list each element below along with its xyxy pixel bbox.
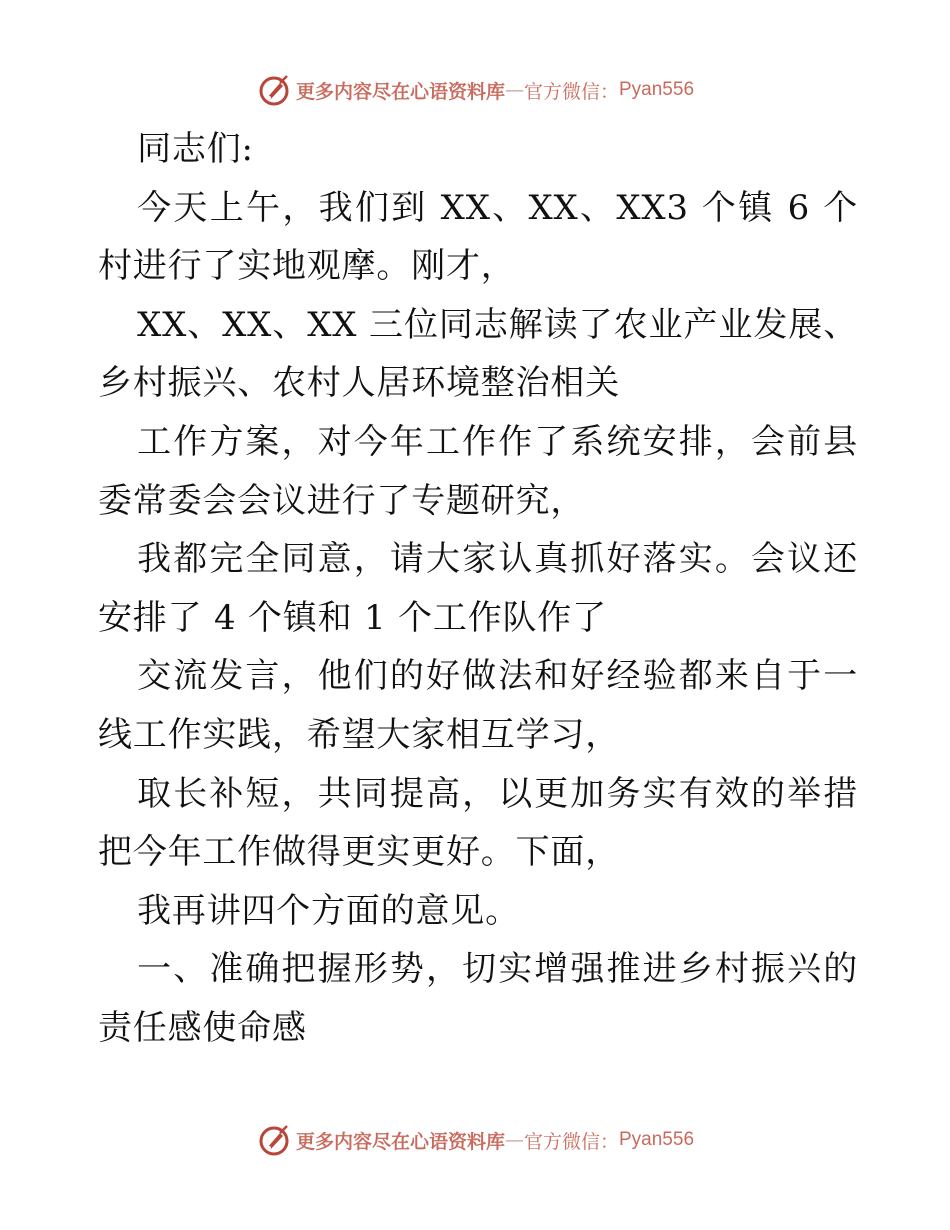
watermark-brand: 更多内容尽在心语资料库	[295, 1130, 505, 1153]
paragraph: 取长补短，共同提高，以更加务实有效的举措把今年工作做得更实更好。下面，	[98, 773, 858, 873]
watermark-wechat-id: Pyan556	[619, 1129, 695, 1150]
header-watermark	[0, 70, 950, 110]
quill-logo-icon	[256, 72, 292, 108]
document-body	[98, 120, 858, 1058]
watermark-label: 官方微信：	[523, 80, 619, 103]
paragraph: 我都完全同意，请大家认真抓好落实。会议还安排了 4 个镇和 1 个工作队作了	[98, 539, 858, 638]
watermark-separator: —	[504, 79, 524, 101]
paragraph: 工作方案，对今年工作作了系统安排，会前县委常委会会议进行了专题研究，	[98, 421, 858, 521]
watermark-brand: 更多内容尽在心语资料库	[295, 80, 505, 103]
section-heading: 一、准确把握形势，切实增强推进乡村振兴的责任感使命感	[98, 949, 858, 1048]
salutation: 同志们:	[137, 129, 254, 169]
watermark-wechat-id: Pyan556	[619, 79, 695, 100]
paragraph: XX、XX、XX 三位同志解读了农业产业发展、乡村振兴、农村人居环境整治相关	[98, 304, 858, 404]
paragraph: 今天上午，我们到 XX、XX、XX3 个镇 6 个村进行了实地观摩。刚才，	[98, 187, 858, 287]
watermark-label: 官方微信：	[523, 1130, 619, 1153]
quill-logo-icon	[256, 1122, 292, 1158]
paragraph: 交流发言，他们的好做法和好经验都来自于一线工作实践，希望大家相互学习，	[98, 656, 858, 755]
footer-watermark	[0, 1120, 950, 1160]
watermark-separator: —	[504, 1129, 524, 1151]
paragraph: 我再讲四个方面的意见。	[137, 890, 520, 931]
